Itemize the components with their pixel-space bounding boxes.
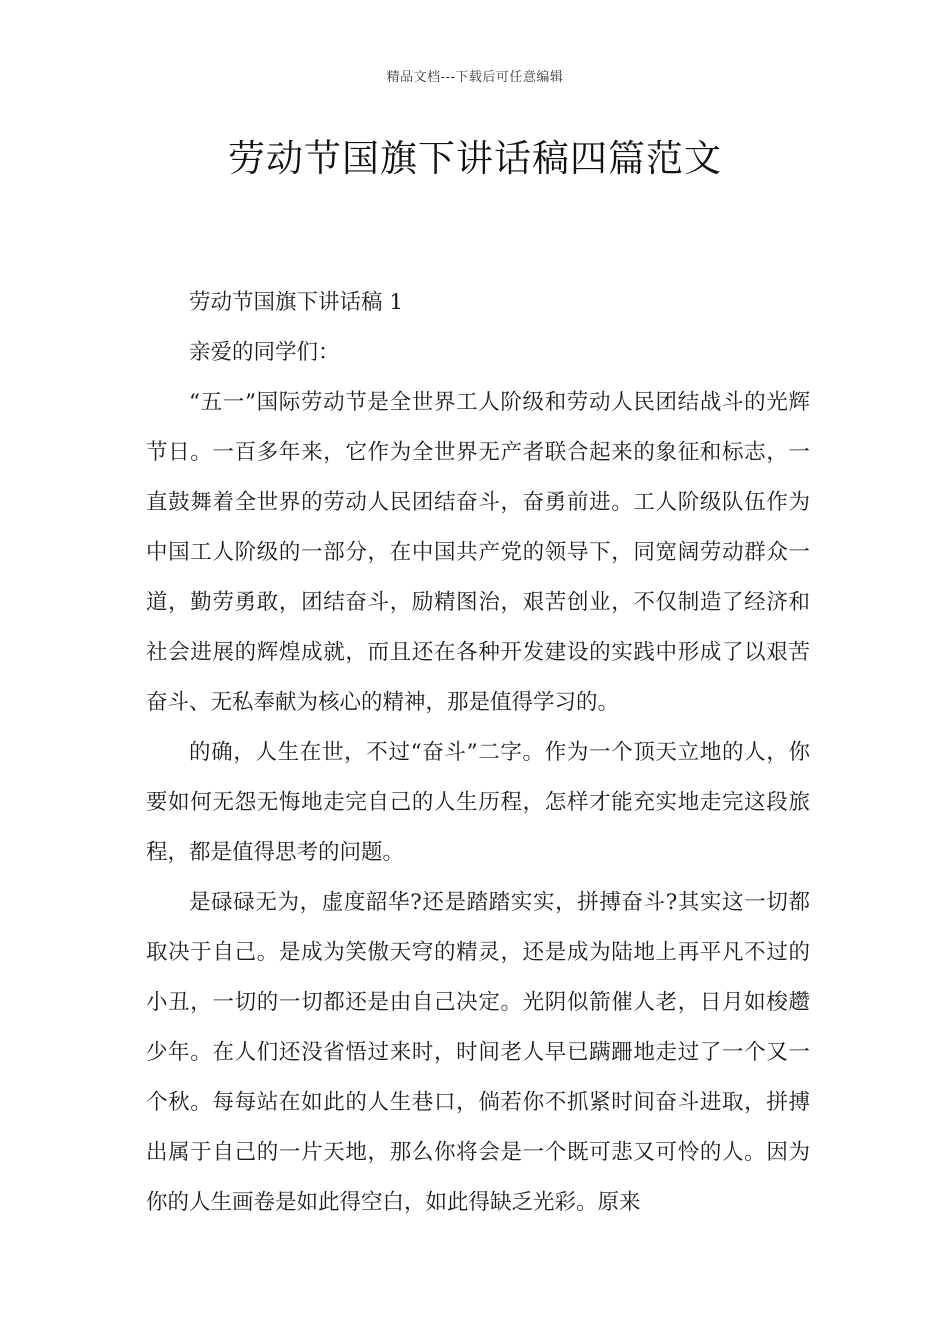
page-header-watermark: 精品文档---下载后可任意编辑: [386, 70, 564, 85]
section-heading: 劳动节国旗下讲话稿 1: [189, 290, 404, 315]
document-title: 劳动节国旗下讲话稿四篇范文: [228, 137, 722, 180]
body-paragraph-1: “五一”国际劳动节是全世界工人阶级和劳动人民团结战斗的光辉节日。一百多年来，它作为全世界无产者联合起来的象征和标志，一直鼓舞着全世界的劳动人民团结奋斗，奋勇前进。工人阶级队伍作为中国工人阶级的一部分，在中国共产党的领导下，同宽阔劳动群众一道，勤劳勇敢，团结奋斗，励精图治，艰苦创业，不仅制造了经济和社会进展的辉煌成就，而且还在各种开发建设的实践中形成了以艰苦奋斗、无私奉献为核心的精神，那是值得学习的。: [146, 390, 810, 715]
salutation: 亲爱的同学们：: [189, 340, 340, 365]
body-paragraph-2: 的确，人生在世，不过“奋斗”二字。作为一个顶天立地的人，你要如何无怨无悔地走完自己的人生历程，怎样才能充实地走完这段旅程，都是值得思考的问题。: [146, 740, 810, 865]
document-body: [146, 278, 810, 1228]
body-paragraph-3: 是碌碌无为，虚度韶华?还是踏踏实实，拼搏奋斗?其实这一切都取决于自己。是成为笑傲天穹的精灵，还是成为陆地上再平凡不过的小丑，一切的一切都还是由自己决定。光阴似箭催人老，日月如梭趱少年。在人们还没省悟过来时，时间老人早已蹒跚地走过了一个又一个秋。每每站在如此的人生巷口，倘若你不抓紧时间奋斗进取，拼搏出属于自己的一片天地，那么你将会是一个既可悲又可怜的人。因为你的人生画卷是如此得空白，如此得缺乏光彩。原来: [146, 890, 810, 1215]
